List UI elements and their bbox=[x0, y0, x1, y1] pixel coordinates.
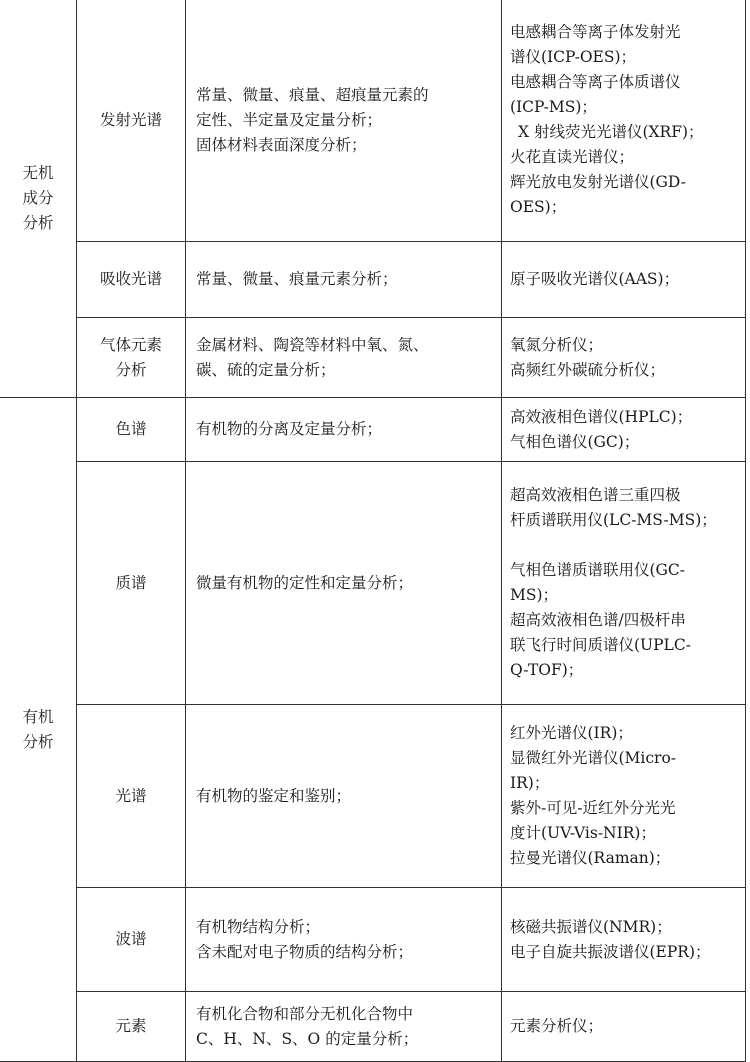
table-row bbox=[0, 462, 746, 705]
table-row bbox=[0, 398, 746, 462]
instrument-text: 超高效液相色谱三重四极 bbox=[510, 486, 681, 504]
instrument-cell bbox=[502, 0, 746, 242]
category-label: 有机 bbox=[22, 707, 54, 726]
scope-cell bbox=[186, 462, 502, 705]
instrument-text: 红外光谱仪(IR)； bbox=[510, 724, 633, 742]
instrument-cell bbox=[502, 992, 746, 1062]
instrument-text: 显微红外光谱仪(Micro- bbox=[510, 749, 677, 767]
instrument-cell bbox=[502, 705, 746, 888]
category-label: 分析 bbox=[22, 732, 54, 751]
scope-text: C、H、N、S、O 的定量分析； bbox=[196, 1029, 419, 1048]
instrument-text: MS)； bbox=[510, 586, 559, 604]
instrument-text: IR)； bbox=[510, 774, 550, 792]
method-cell bbox=[77, 705, 186, 888]
instrument-text: 气相色谱质谱联用仪(GC- bbox=[510, 561, 686, 579]
instrument-text: 超高效液相色谱/四极杆串 bbox=[510, 611, 686, 629]
scope-text: 有机化合物和部分无机化合物中 bbox=[196, 1004, 414, 1023]
instrument-text: 火花直读光谱仪； bbox=[510, 148, 635, 166]
category-organic bbox=[0, 398, 77, 1062]
instrument-text: 拉曼光谱仪(Raman)； bbox=[510, 849, 671, 867]
scope-text: 有机物的分离及定量分析； bbox=[196, 420, 383, 438]
instrument-text: 联飞行时间质谱仪(UPLC- bbox=[510, 636, 691, 654]
instrument-cell bbox=[502, 242, 746, 318]
instrument-text: 高效液相色谱仪(HPLC)； bbox=[510, 407, 693, 426]
scope-text: 有机物的鉴定和鉴别； bbox=[196, 786, 352, 805]
instrument-text: X 射线荧光光谱仪(XRF)； bbox=[518, 123, 704, 141]
instrument-text: 核磁共振谱仪(NMR)； bbox=[510, 917, 672, 936]
scope-cell bbox=[186, 0, 502, 242]
scope-text: 有机物结构分析； bbox=[196, 917, 321, 936]
category-label: 成分 bbox=[22, 188, 54, 207]
instrument-text: 辉光放电发射光谱仪(GD- bbox=[510, 173, 686, 191]
instrument-cell bbox=[502, 318, 746, 398]
scope-cell bbox=[186, 318, 502, 398]
scope-text: 常量、微量、痕量元素分析； bbox=[196, 270, 398, 288]
method-label: 吸收光谱 bbox=[99, 270, 162, 288]
instrument-cell bbox=[502, 462, 746, 705]
table-row bbox=[0, 888, 746, 992]
method-label: 色谱 bbox=[115, 420, 147, 438]
instrument-text: 杆质谱联用仪(LC-MS-MS)； bbox=[510, 511, 717, 529]
table-row bbox=[0, 705, 746, 888]
instrument-text: 氧氮分析仪； bbox=[510, 335, 604, 354]
table-row bbox=[0, 992, 746, 1062]
instrument-text: 电子自旋共振波谱仪(EPR)； bbox=[510, 942, 711, 961]
instrument-text: Q-TOF)； bbox=[510, 661, 584, 679]
category-label: 无机 bbox=[22, 163, 54, 182]
scope-text: 碳、硫的定量分析； bbox=[196, 360, 336, 379]
instrument-text: 度计(UV-Vis-NIR)； bbox=[510, 824, 656, 842]
method-label: 元素 bbox=[115, 1017, 147, 1035]
method-label: 波谱 bbox=[115, 930, 147, 948]
instrument-text: 原子吸收光谱仪(AAS)； bbox=[510, 270, 680, 288]
category-inorganic bbox=[0, 0, 77, 398]
method-label: 光谱 bbox=[115, 786, 147, 805]
instrument-cell bbox=[502, 888, 746, 992]
category-label: 分析 bbox=[22, 213, 54, 232]
instrument-cell bbox=[502, 398, 746, 462]
method-cell bbox=[77, 462, 186, 705]
scope-cell bbox=[186, 705, 502, 888]
scope-text: 金属材料、陶瓷等材料中氧、氮、 bbox=[196, 335, 429, 354]
scope-cell bbox=[186, 242, 502, 318]
scope-cell bbox=[186, 888, 502, 992]
method-cell bbox=[77, 242, 186, 318]
instrument-text: 谱仪(ICP-OES)； bbox=[510, 48, 637, 66]
blank-line bbox=[510, 533, 737, 558]
method-cell bbox=[77, 318, 186, 398]
table-row bbox=[0, 0, 746, 242]
instrument-text: 电感耦合等离子体质谱仪 bbox=[510, 73, 681, 91]
method-cell bbox=[77, 992, 186, 1062]
method-cell bbox=[77, 398, 186, 462]
instrument-text: 高频红外碳硫分析仪； bbox=[510, 360, 666, 379]
scope-text: 固体材料表面深度分析； bbox=[196, 135, 367, 154]
instrument-text: 气相色谱仪(GC)； bbox=[510, 432, 640, 451]
method-cell bbox=[77, 888, 186, 992]
instrument-text: 元素分析仪； bbox=[510, 1017, 604, 1035]
scope-cell bbox=[186, 992, 502, 1062]
method-label: 分析 bbox=[115, 360, 147, 379]
method-label: 发射光谱 bbox=[99, 110, 162, 129]
method-label: 质谱 bbox=[115, 573, 147, 592]
scope-text: 微量有机物的定性和定量分析； bbox=[196, 573, 414, 592]
instrument-text: 电感耦合等离子体发射光 bbox=[510, 23, 681, 41]
scope-cell bbox=[186, 398, 502, 462]
method-cell bbox=[77, 0, 186, 242]
instrument-text: 紫外-可见-近红外分光光 bbox=[510, 799, 676, 817]
method-label: 气体元素 bbox=[99, 335, 162, 354]
scope-text: 含未配对电子物质的结构分析； bbox=[196, 942, 414, 961]
table-row bbox=[0, 318, 746, 398]
instrument-text: (ICP-MS)； bbox=[510, 98, 597, 116]
scope-text: 常量、微量、痕量、超痕量元素的 bbox=[196, 85, 429, 104]
scope-text: 定性、半定量及定量分析； bbox=[196, 110, 383, 129]
table-row bbox=[0, 242, 746, 318]
instrument-text: OES)； bbox=[510, 198, 567, 216]
